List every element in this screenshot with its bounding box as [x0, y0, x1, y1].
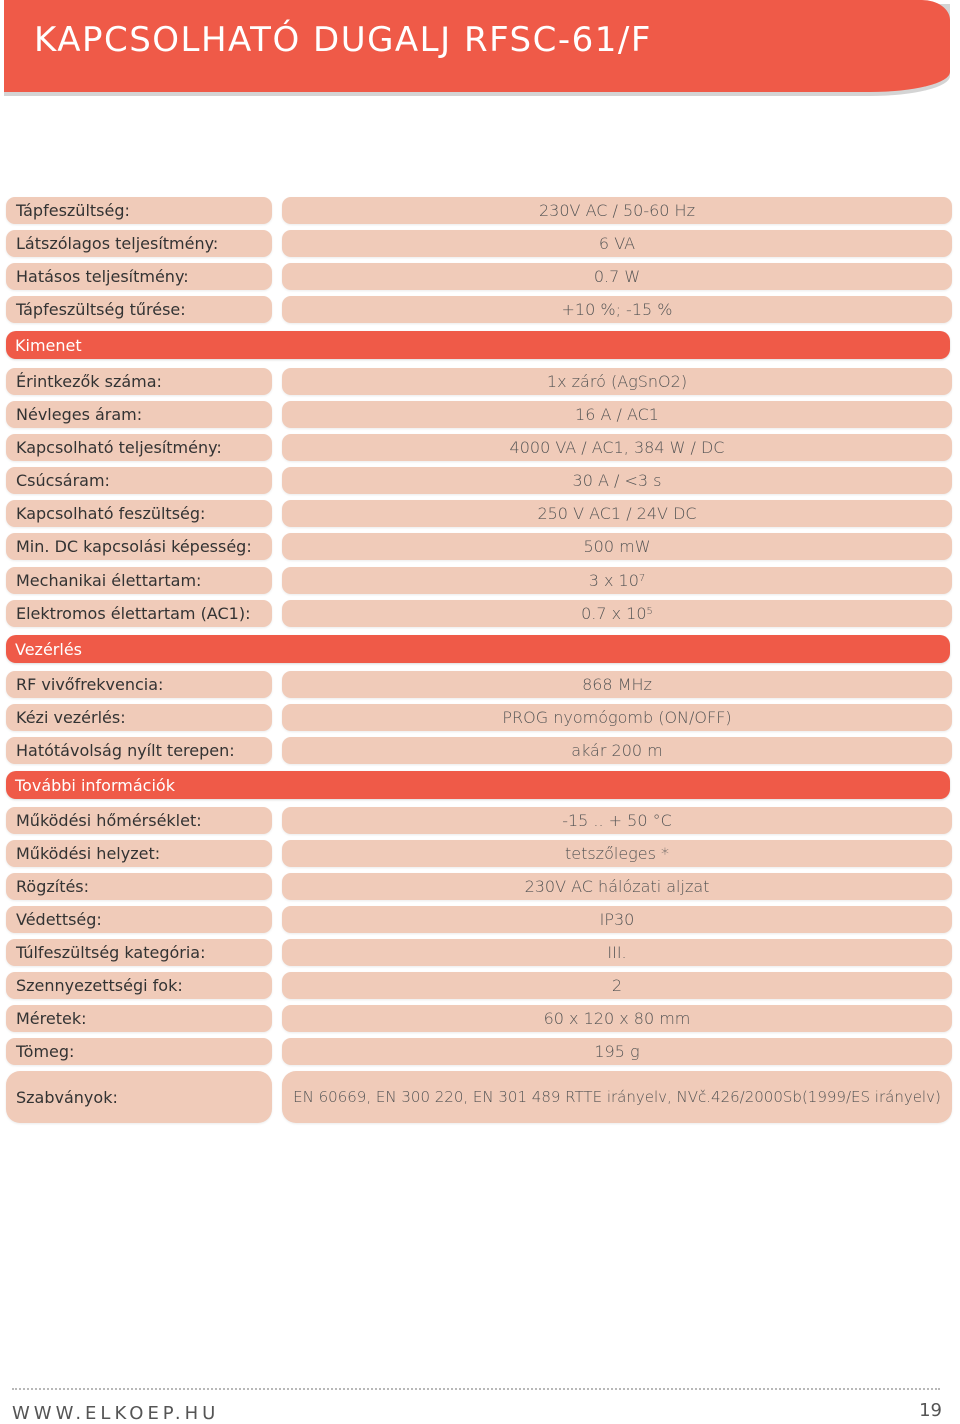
- spec-value: 1x záró (AgSnO2): [282, 368, 952, 395]
- spec-value-base: 3 x 10: [588, 571, 639, 590]
- spec-value: 230V AC hálózati aljzat: [282, 873, 952, 900]
- footer-divider: [12, 1388, 940, 1390]
- spec-label: Túlfeszültség kategória:: [6, 939, 272, 966]
- spec-value: 16 A / AC1: [282, 401, 952, 428]
- spec-value: 30 A / <3 s: [282, 467, 952, 494]
- spec-label: Hatótávolság nyílt terepen:: [6, 737, 272, 764]
- spec-label: Tápfeszültség tűrése:: [6, 296, 272, 323]
- spec-value: PROG nyomógomb (ON/OFF): [282, 704, 952, 731]
- spec-value: 868 MHz: [282, 671, 952, 698]
- header-banner: [4, 0, 950, 92]
- spec-value: akár 200 m: [282, 737, 952, 764]
- spec-value: EN 60669, EN 300 220, EN 301 489 RTTE irányelv, NVč.426/2000Sb(1999/ES irányelv): [282, 1071, 952, 1123]
- section-header-output: Kimenet: [6, 331, 950, 359]
- spec-value-base: 0.7 x 10: [581, 604, 647, 623]
- spec-label: Látszólagos teljesítmény:: [6, 230, 272, 257]
- spec-label: Érintkezők száma:: [6, 368, 272, 395]
- spec-value: 4000 VA / AC1, 384 W / DC: [282, 434, 952, 461]
- spec-value: 500 mW: [282, 533, 952, 560]
- spec-label: Névleges áram:: [6, 401, 272, 428]
- spec-value: 230V AC / 50-60 Hz: [282, 197, 952, 224]
- spec-label: Szennyezettségi fok:: [6, 972, 272, 999]
- spec-value: III.: [282, 939, 952, 966]
- spec-label: Védettség:: [6, 906, 272, 933]
- spec-value: -15 .. + 50 °C: [282, 807, 952, 834]
- spec-label: Kapcsolható feszültség:: [6, 500, 272, 527]
- spec-label: Szabványok:: [6, 1071, 272, 1123]
- spec-label: Elektromos élettartam (AC1):: [6, 600, 272, 627]
- spec-value: 195 g: [282, 1038, 952, 1065]
- section-header-control: Vezérlés: [6, 635, 950, 663]
- spec-label: RF vivőfrekvencia:: [6, 671, 272, 698]
- spec-value: 6 VA: [282, 230, 952, 257]
- spec-label: Tápfeszültség:: [6, 197, 272, 224]
- spec-label: Min. DC kapcsolási képesség:: [6, 533, 272, 560]
- page-title: KAPCSOLHATÓ DUGALJ RFSC-61/F: [34, 20, 652, 60]
- page-number: 19: [919, 1400, 942, 1421]
- spec-value: 0.7 x 10 $^5$: [282, 600, 952, 627]
- spec-value: +10 %; -15 %: [282, 296, 952, 323]
- spec-label: Működési hőmérséklet:: [6, 807, 272, 834]
- spec-label: Kézi vezérlés:: [6, 704, 272, 731]
- spec-value: 0.7 W: [282, 263, 952, 290]
- spec-label: Kapcsolható teljesítmény:: [6, 434, 272, 461]
- spec-value: tetszőleges *: [282, 840, 952, 867]
- section-header-more-info: További információk: [6, 771, 950, 799]
- spec-value: IP30: [282, 906, 952, 933]
- spec-label: Rögzítés:: [6, 873, 272, 900]
- spec-label: Csúcsáram:: [6, 467, 272, 494]
- spec-label: Méretek:: [6, 1005, 272, 1032]
- spec-value: 60 x 120 x 80 mm: [282, 1005, 952, 1032]
- spec-label: Tömeg:: [6, 1038, 272, 1065]
- spec-value: 3 x 10 $^7$: [282, 567, 952, 594]
- spec-label: Mechanikai élettartam:: [6, 567, 272, 594]
- spec-value: 250 V AC1 / 24V DC: [282, 500, 952, 527]
- footer-website: WWW.ELKOEP.HU: [12, 1403, 220, 1424]
- spec-label: Működési helyzet:: [6, 840, 272, 867]
- spec-value: 2: [282, 972, 952, 999]
- spec-label: Hatásos teljesítmény:: [6, 263, 272, 290]
